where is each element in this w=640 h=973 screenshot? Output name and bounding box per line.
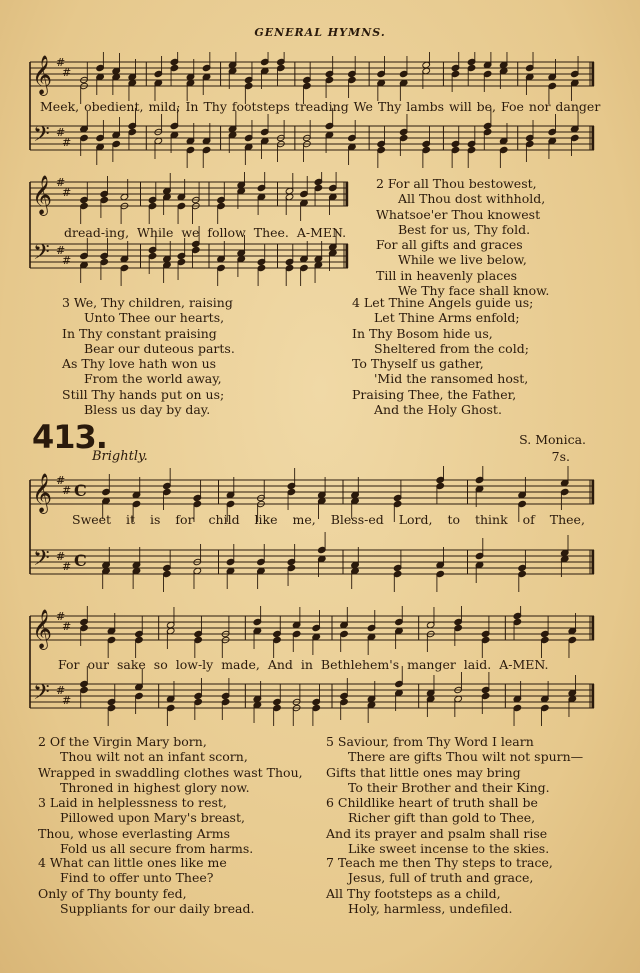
verse-line: Till in heavenly places (376, 267, 518, 283)
tempo-marking: Brightly. (92, 449, 148, 464)
verse-line: Bless us day by day. (84, 402, 211, 418)
verse-line: Best for us, Thy fold. (398, 221, 531, 237)
sharp-icon: # (62, 484, 72, 497)
lyric-line: Meek, obedient, mild; In Thy footsteps treading We Thy lambs will be, Foe nor danger (40, 99, 601, 114)
treble-clef-icon: 𝄞 (32, 55, 53, 95)
verse-line: Fold us all secure from harms. (60, 840, 254, 856)
verse-line: While we live below, (398, 252, 527, 268)
verse-line: 2 For all Thou bestowest, (376, 176, 537, 191)
verse-line: 5 Saviour, from Thy Word I learn (326, 734, 534, 749)
verse-line: And its prayer and psalm shall rise (326, 825, 548, 841)
verse-line: From the world away, (84, 371, 222, 387)
lyric-line: dread-ing, While we follow Thee. A-MEN. (64, 225, 347, 240)
sharp-icon: # (56, 126, 66, 139)
verse-line: All Thou dost withhold, (398, 191, 546, 207)
page-header: GENERAL HYMNS. (254, 26, 386, 39)
verse-line: 3 We, Thy children, raising (62, 295, 233, 310)
hymn-412-verse-2 (376, 176, 549, 298)
sharp-icon: # (56, 550, 66, 563)
sharp-icon: # (62, 620, 72, 633)
common-time-icon: C (74, 551, 87, 570)
sharp-icon: # (62, 254, 72, 267)
verse-line: 7 Teach me then Thy steps to trace, (326, 855, 553, 870)
sharp-icon: # (62, 560, 72, 573)
verse-line: In Thy Bosom hide us, (352, 325, 493, 341)
verse-line: Gifts that little ones may bring (326, 764, 521, 780)
music-system-3 (22, 466, 598, 604)
verse-line: Find to offer unto Thee? (60, 870, 214, 886)
verse-line: Throned in highest glory now. (60, 779, 250, 795)
lyric-line: Sweet it is for child like me, Bless-ed Lord, to think of Thee, (72, 512, 585, 527)
verse-line: And the Holy Ghost. (374, 402, 502, 418)
bass-clef-icon: 𝄢 (33, 680, 50, 710)
music-staff-3 (22, 466, 598, 604)
verse-line: 'Mid the ransomed host, (374, 371, 529, 387)
hymn-413-verse-2 (38, 734, 303, 795)
tune-name: S. Monica. (519, 432, 586, 447)
sharp-icon: # (56, 684, 66, 697)
verse-line: Let Thine Arms enfold; (374, 310, 520, 326)
sharp-icon: # (62, 694, 72, 707)
sharp-icon: # (62, 66, 72, 79)
sharp-icon: # (62, 136, 72, 149)
treble-clef-icon: 𝄞 (32, 175, 53, 215)
sharp-icon: # (56, 56, 66, 69)
verse-line: 6 Childlike heart of truth shall be (326, 795, 538, 810)
verse-line: Thou, whose everlasting Arms (38, 825, 230, 841)
verse-line: 2 Of the Virgin Mary born, (38, 734, 207, 749)
hymn-413-verse-3 (38, 795, 253, 856)
verse-line: Still Thy hands put on us; (62, 386, 225, 402)
verse-line: Thou wilt not an infant scorn, (60, 749, 248, 765)
verse-line: Whatsoe'er Thou knowest (376, 206, 541, 222)
verse-line: There are gifts Thou wilt not spurn— (348, 749, 584, 765)
verse-line: To Thyself us gather, (352, 356, 484, 372)
hymn-412-verse-3 (62, 295, 235, 417)
verse-line: All Thy footsteps as a child, (326, 885, 501, 901)
hymn-413-verse-6 (326, 795, 549, 856)
common-time-icon: C (74, 481, 87, 500)
verse-line: Unto Thee our hearts, (84, 310, 225, 326)
sharp-icon: # (56, 176, 66, 189)
verse-line: In Thy constant praising (62, 325, 217, 341)
treble-clef-icon: 𝄞 (32, 609, 53, 649)
verse-line: Wrapped in swaddling clothes wast Thou, (38, 764, 303, 780)
verse-line: Holy, harmless, undefiled. (348, 900, 513, 916)
verse-line: Suppliants for our daily bread. (60, 900, 255, 916)
hymn-413-verse-7 (326, 855, 553, 916)
verse-line: 3 Laid in helplessness to rest, (38, 795, 227, 810)
verse-line: 4 Let Thine Angels guide us; (352, 295, 534, 310)
verse-line: Jesus, full of truth and grace, (348, 870, 534, 886)
hymn-413-verse-4 (38, 855, 254, 916)
treble-clef-icon: 𝄞 (32, 473, 53, 513)
bass-clef-icon: 𝄢 (33, 546, 50, 576)
hymn-413-verse-5 (326, 734, 583, 795)
verse-line: Like sweet incense to the skies. (348, 840, 550, 856)
verse-line: We Thy face shall know. (398, 283, 550, 299)
verse-line: Sheltered from the cold; (374, 340, 529, 356)
verse-line: To their Brother and their King. (348, 779, 550, 795)
verse-line: Bear our duteous parts. (84, 340, 235, 356)
verse-line: 4 What can little ones like me (38, 855, 227, 870)
verse-line: Praising Thee, the Father, (352, 386, 517, 402)
bass-clef-icon: 𝄢 (33, 240, 50, 270)
verse-line: As Thy love hath won us (62, 356, 217, 372)
sharp-icon: # (56, 610, 66, 623)
meter: 7s. (551, 449, 570, 464)
verse-line: Richer gift than gold to Thee, (348, 810, 536, 826)
sharp-icon: # (56, 244, 66, 257)
hymn-412-verse-4 (352, 295, 533, 417)
verse-line: For all gifts and graces (376, 237, 523, 253)
verse-line: Only of Thy bounty fed, (38, 885, 187, 901)
lyric-line: For our sake so low-ly made, And in Bethlehem's manger laid. A-MEN. (58, 657, 549, 672)
sharp-icon: # (62, 186, 72, 199)
bass-clef-icon: 𝄢 (33, 122, 50, 152)
hymn-number: 413. (32, 418, 107, 456)
verse-line: Pillowed upon Mary's breast, (60, 810, 245, 826)
sharp-icon: # (56, 474, 66, 487)
